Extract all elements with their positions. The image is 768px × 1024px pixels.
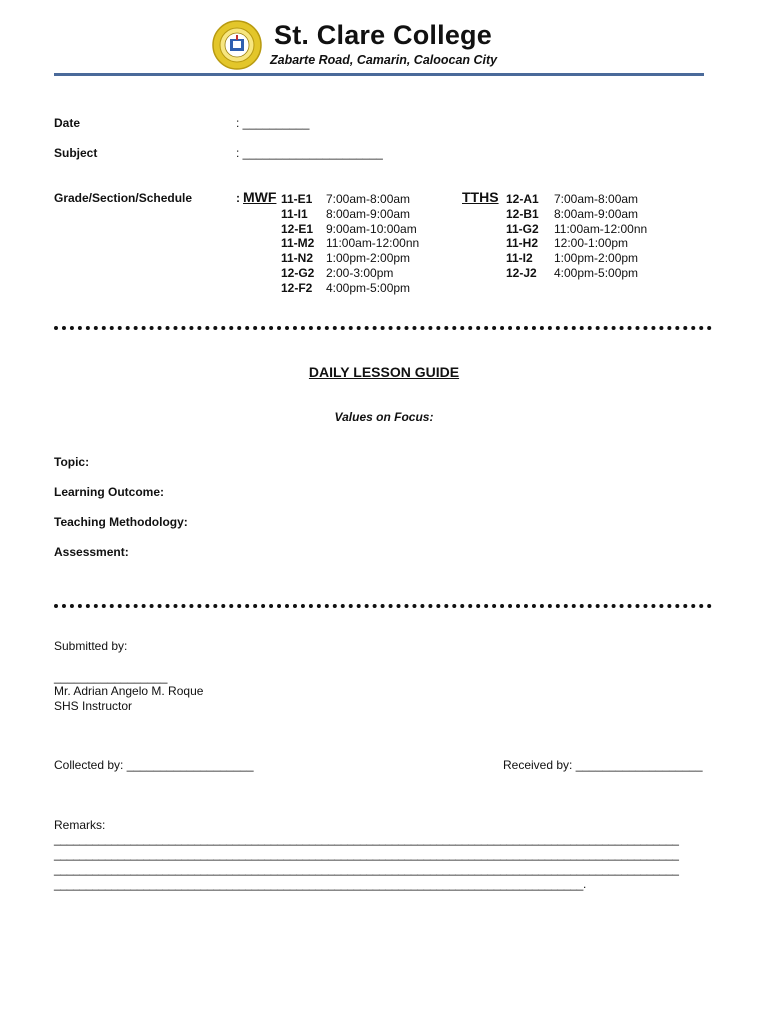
remarks-label: Remarks: xyxy=(54,818,106,832)
received-by-field: Received by: ___________________ xyxy=(503,758,703,772)
tths-section-code: 11-H2 xyxy=(506,236,539,251)
mwf-section-time: 1:00pm-2:00pm xyxy=(326,251,411,266)
mwf-section-time: 9:00am-10:00am xyxy=(326,221,417,236)
tths-section-code: 12-B1 xyxy=(506,206,539,221)
section-divider-top xyxy=(54,326,712,330)
mwf-section-code: 11-I1 xyxy=(281,206,308,221)
mwf-section-code: 11-E1 xyxy=(281,192,313,206)
instructor-name: Mr. Adrian Angelo M. Roque xyxy=(54,684,204,698)
remarks-line: __________________________________________________________________________________________________ xyxy=(54,862,679,876)
mwf-section-code: 11-N2 xyxy=(281,251,314,266)
tths-section-time: 11:00am-12:00nn xyxy=(554,221,648,236)
signature-line: _________________ xyxy=(54,670,168,684)
values-on-focus: Values on Focus: xyxy=(334,410,434,424)
subject-field: : _____________________ xyxy=(236,146,383,160)
section-divider-bottom xyxy=(54,604,712,608)
mwf-section-code: 11-M2 xyxy=(281,236,315,251)
lesson-guide-title: DAILY LESSON GUIDE xyxy=(308,364,460,380)
topic-label: Topic: xyxy=(54,455,90,469)
tths-group-label: TTHS xyxy=(462,189,499,205)
mwf-section-code: 12-F2 xyxy=(281,280,313,295)
collected-by-field: Collected by: ___________________ xyxy=(54,758,254,772)
remarks-line: __________________________________________________________________________________________________ xyxy=(54,847,679,861)
mwf-section-time: 11:00am-12:00nn xyxy=(326,236,420,251)
remarks-line: __________________________________________________________________________________________________ xyxy=(54,832,679,846)
learning-outcome-label: Learning Outcome: xyxy=(54,485,165,499)
instructor-title: SHS Instructor xyxy=(54,699,133,713)
assessment-label: Assessment: xyxy=(54,545,129,559)
mwf-section-time: 2:00-3:00pm xyxy=(326,266,394,280)
mwf-section-code: 12-E1 xyxy=(281,221,314,236)
tths-section-time: 12:00-1:00pm xyxy=(554,236,629,251)
grade-section-schedule-label: Grade/Section/Schedule xyxy=(54,191,193,205)
schedule-colon: : xyxy=(236,191,240,205)
college-name: St. Clare College xyxy=(274,20,492,50)
subject-label: Subject xyxy=(54,146,98,160)
tths-section-code: 11-I2 xyxy=(506,251,533,266)
header-divider xyxy=(54,73,704,76)
remarks-line: ___________________________________________________________________________________. xyxy=(54,877,587,891)
mwf-section-time: 7:00am-8:00am xyxy=(326,192,411,206)
tths-section-time: 8:00am-9:00am xyxy=(554,206,639,221)
date-field: : __________ xyxy=(236,116,310,130)
tths-section-code: 11-G2 xyxy=(506,221,539,236)
college-seal-icon xyxy=(212,20,262,70)
college-address: Zabarte Road, Camarin, Caloocan City xyxy=(270,53,498,67)
submitted-by-label: Submitted by: xyxy=(54,639,128,653)
mwf-section-time: 4:00pm-5:00pm xyxy=(326,280,411,295)
mwf-section-time: 8:00am-9:00am xyxy=(326,206,411,221)
tths-section-code: 12-A1 xyxy=(506,192,539,206)
tths-section-time: 7:00am-8:00am xyxy=(554,192,639,206)
mwf-group-label: MWF xyxy=(243,189,277,205)
date-label: Date xyxy=(54,116,81,130)
teaching-methodology-label: Teaching Methodology: xyxy=(54,515,188,529)
mwf-section-code: 12-G2 xyxy=(281,266,315,280)
tths-section-time: 1:00pm-2:00pm xyxy=(554,251,639,266)
tths-section-code: 12-J2 xyxy=(506,266,537,280)
tths-section-time: 4:00pm-5:00pm xyxy=(554,266,639,280)
